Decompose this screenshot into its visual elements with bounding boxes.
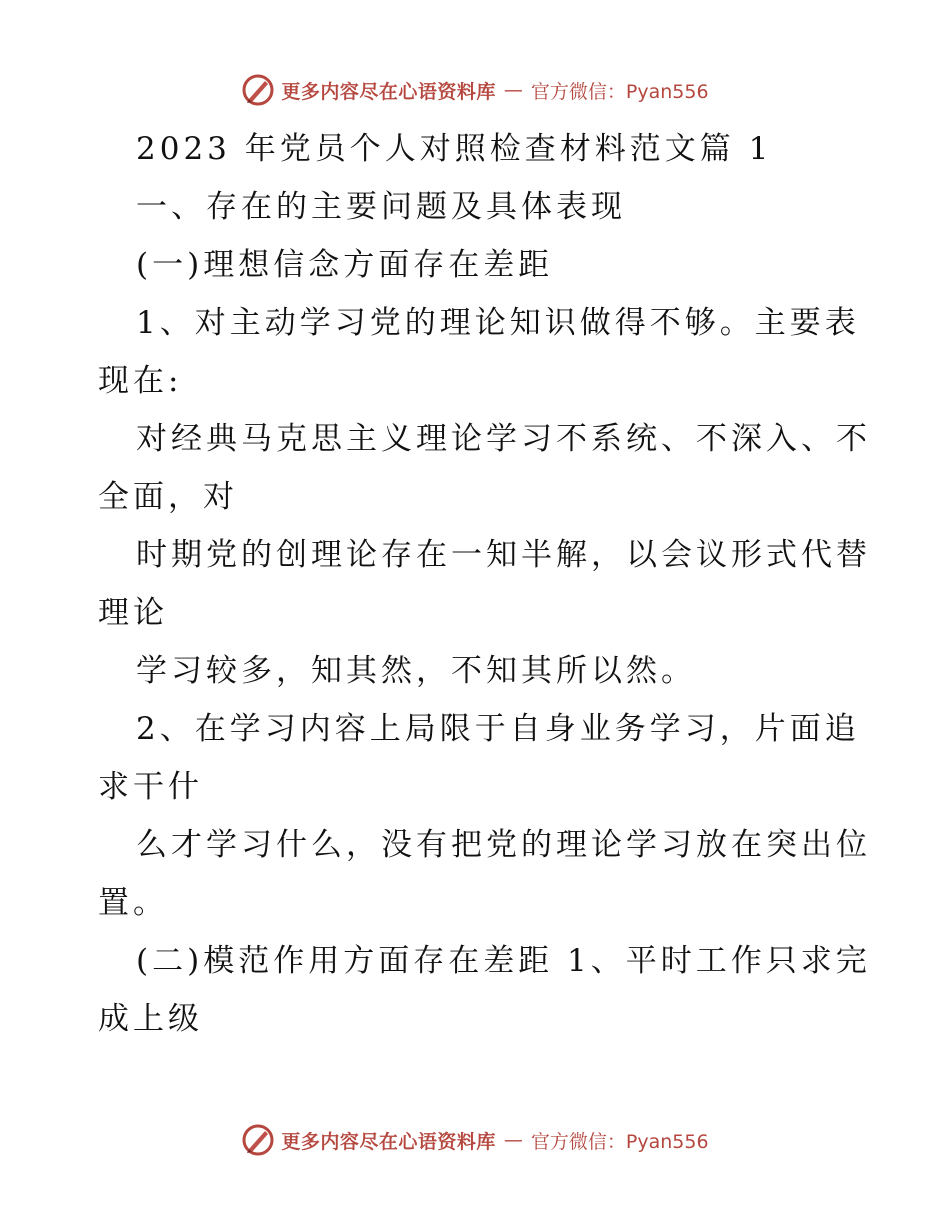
- pen-circle-logo-icon: [241, 1123, 275, 1157]
- doc-line: 学习较多，知其然，不知其所以然。: [136, 653, 696, 689]
- pen-circle-logo-icon: [241, 73, 275, 107]
- doc-line: 1、对主动学习党的理论知识做得不够。主要表: [136, 305, 860, 341]
- doc-line: 理论: [98, 595, 168, 631]
- doc-line: 置。: [98, 885, 168, 921]
- header-site-text: 更多内容尽在心语资料库: [281, 80, 496, 103]
- doc-line: 成上级: [98, 1001, 203, 1037]
- header-wechat-text: 官方微信：Pyan556: [530, 80, 709, 103]
- footer-wechat-text: 官方微信：Pyan556: [530, 1130, 709, 1153]
- footer-banner: [0, 1120, 950, 1160]
- document-body: [98, 120, 871, 1048]
- doc-line: 现在:: [98, 363, 183, 399]
- header-separator: —: [503, 79, 523, 101]
- doc-line: (二)模范作用方面存在差距 1、平时工作只求完: [136, 943, 871, 979]
- doc-title: 2023 年党员个人对照检查材料范文篇 1: [136, 131, 773, 167]
- doc-line: 求干什: [98, 769, 203, 805]
- doc-line: (一)理想信念方面存在差距: [136, 247, 554, 283]
- doc-line: 么才学习什么，没有把党的理论学习放在突出位: [136, 827, 871, 863]
- doc-line: 一、存在的主要问题及具体表现: [136, 189, 626, 225]
- footer-site-text: 更多内容尽在心语资料库: [281, 1130, 496, 1153]
- footer-separator: —: [503, 1129, 523, 1151]
- doc-line: 对经典马克思主义理论学习不系统、不深入、不: [136, 421, 871, 457]
- doc-line: 2、在学习内容上局限于自身业务学习，片面追: [136, 711, 860, 747]
- doc-line: 全面，对: [98, 479, 238, 515]
- doc-line: 时期党的创理论存在一知半解，以会议形式代替: [136, 537, 871, 573]
- header-banner: [0, 70, 950, 110]
